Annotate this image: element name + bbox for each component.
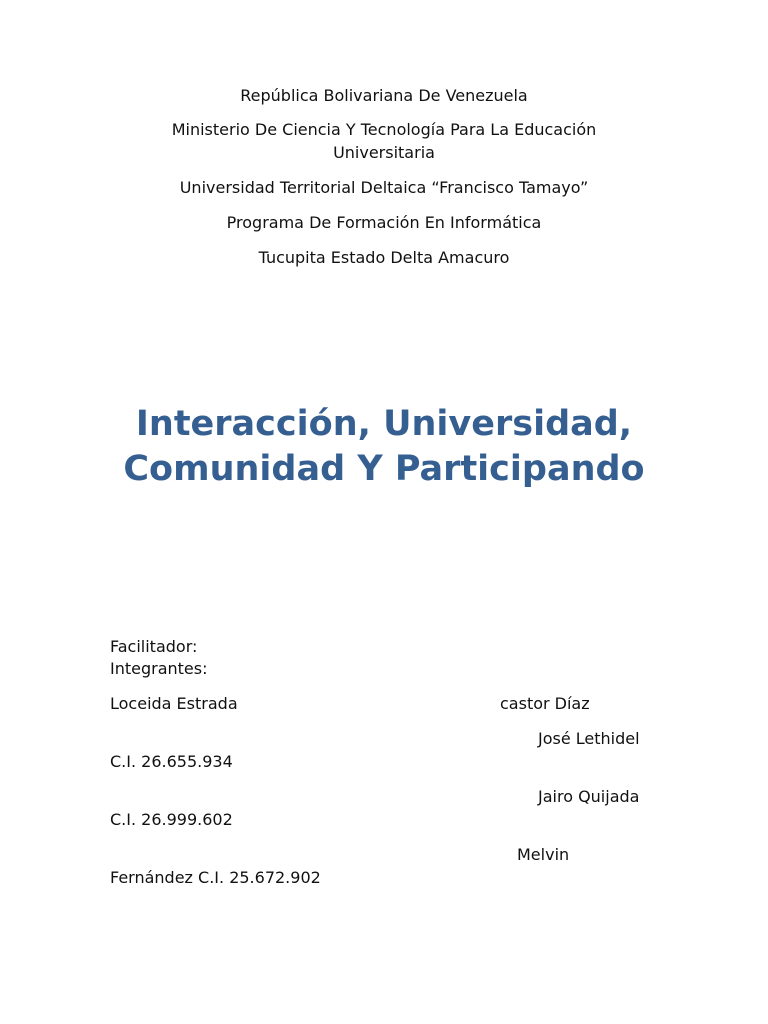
document-title-line1: Interacción, Universidad,	[135, 404, 633, 444]
header-program: Programa De Formación En Informática	[226, 213, 542, 232]
member-ci: C.I. 26.999.602	[110, 810, 233, 829]
member-name: Loceida Estrada	[110, 694, 238, 713]
integrantes-label: Integrantes:	[110, 659, 208, 678]
document-title	[0, 402, 768, 492]
header-location: Tucupita Estado Delta Amacuro	[258, 248, 510, 267]
document-title-line2: Comunidad Y Participando	[123, 449, 645, 489]
member-name: Jairo Quijada	[538, 787, 640, 806]
facilitador-label: Facilitador:	[110, 637, 198, 656]
header-republic: República Bolivariana De Venezuela	[240, 86, 528, 105]
member-name: José Lethidel	[538, 729, 640, 748]
member-ci: C.I. 26.655.934	[110, 752, 233, 771]
member-name: castor Díaz	[500, 694, 590, 713]
member-ci: Fernández C.I. 25.672.902	[110, 868, 321, 887]
header-ministry: Ministerio De Ciencia Y Tecnología Para La Educación	[171, 120, 597, 139]
header-ministry-cont: Universitaria	[333, 143, 435, 162]
member-name: Melvin	[517, 845, 570, 864]
header-university: Universidad Territorial Deltaica “Francisco Tamayo”	[179, 178, 589, 197]
